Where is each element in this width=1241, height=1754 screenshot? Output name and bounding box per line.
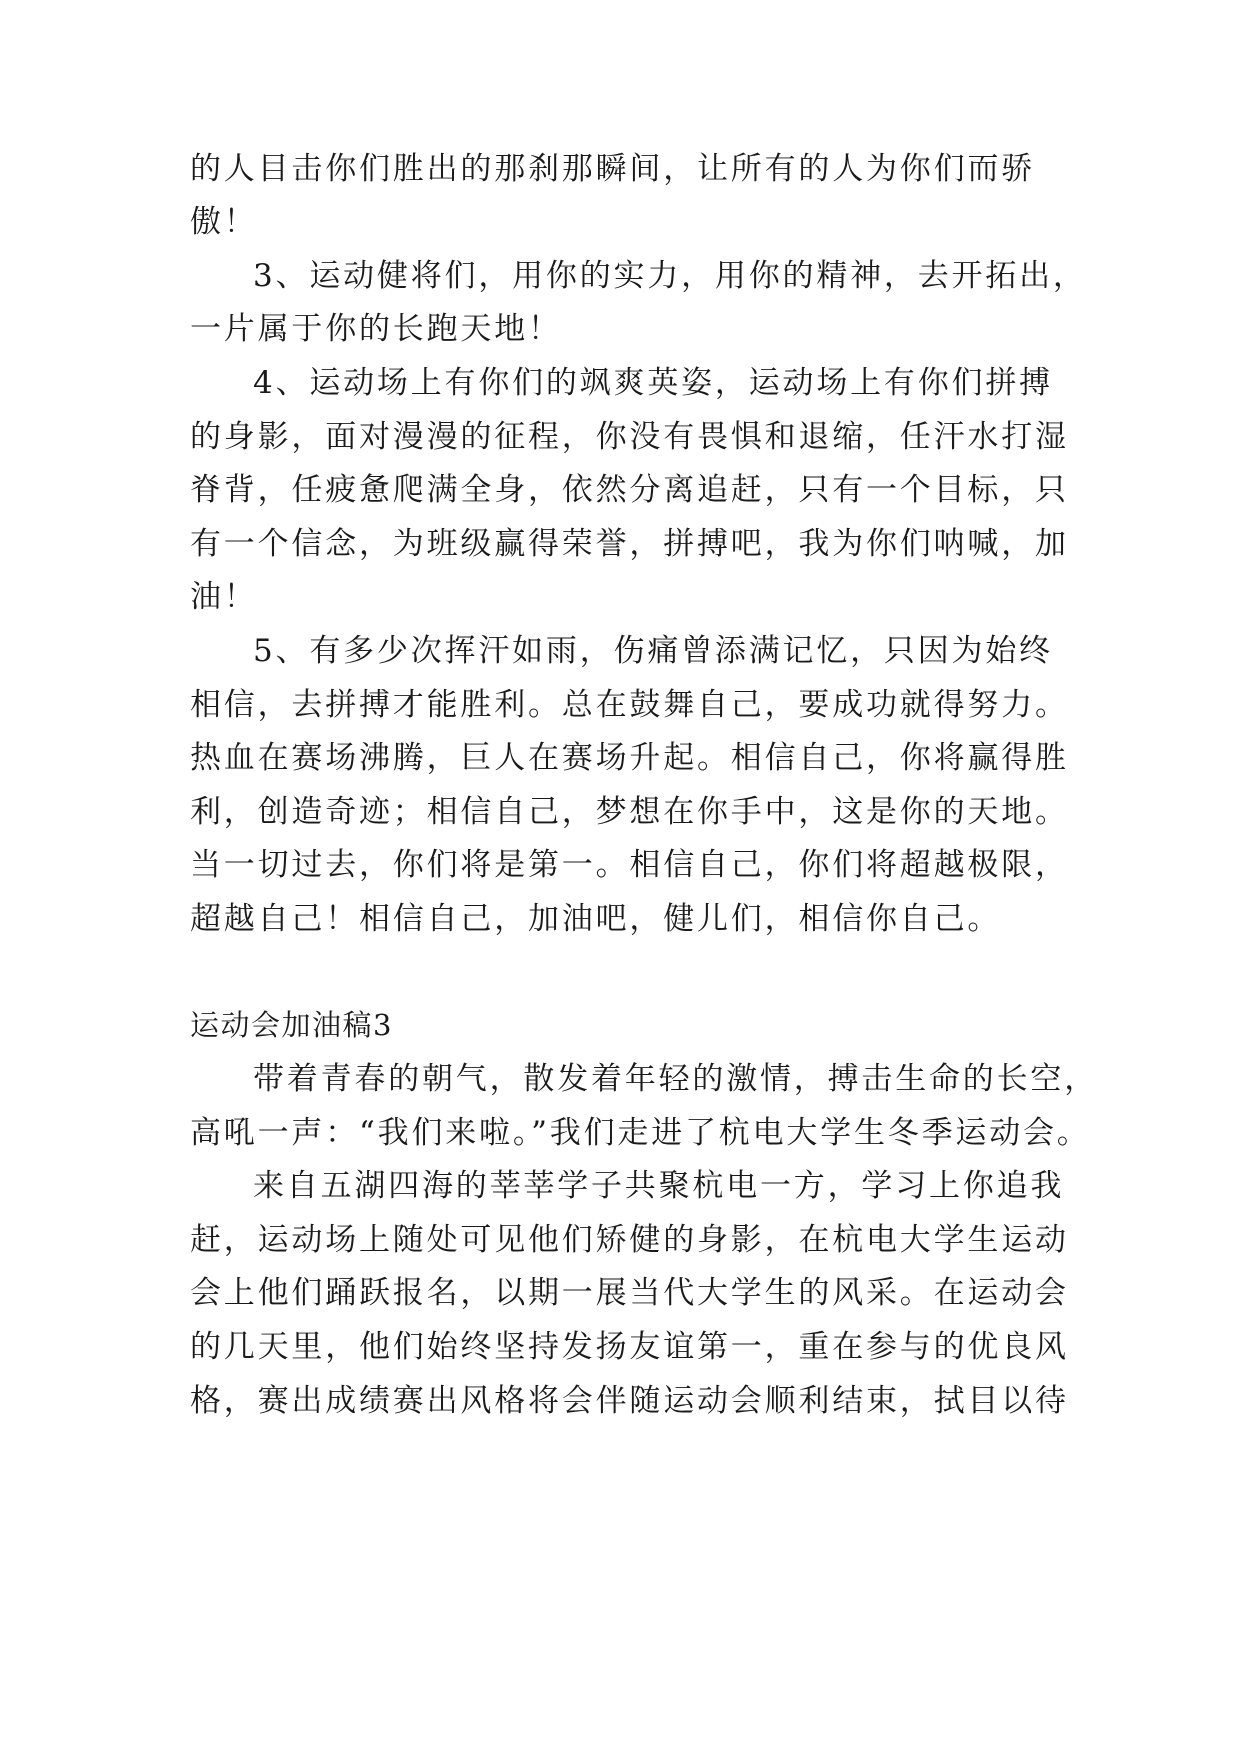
text-line: 赶，运动场上随处可见他们矫健的身影，在杭电大学生运动 <box>190 1222 1069 1258</box>
text-line: 4、运动场上有你们的飒爽英姿，运动场上有你们拼搏 <box>253 365 1053 401</box>
text-line: 5、有多少次挥汗如雨，伤痛曾添满记忆，只因为始终 <box>253 633 1053 669</box>
text-line: 3、运动健将们，用你的实力，用你的精神，去开拓出， <box>253 258 1087 294</box>
text-line: 超越自己！相信自己，加油吧，健儿们，相信你自己。 <box>190 901 1002 937</box>
text-line: 的人目击你们胜出的那刹那瞬间，让所有的人为你们而骄 <box>190 151 1035 187</box>
text-line: 一片属于你的长跑天地！ <box>190 311 562 347</box>
text-line: 格，赛出成绩赛出风格将会伴随运动会顺利结束，拭目以待 <box>190 1383 1069 1419</box>
text-line: 来自五湖四海的莘莘学子共聚杭电一方，学习上你追我 <box>253 1168 1065 1204</box>
text-line: 会上他们踊跃报名，以期一展当代大学生的风采。在运动会 <box>190 1275 1069 1311</box>
section-heading: 运动会加油稿3 <box>190 1008 393 1042</box>
text-line: 高吼一声：“我们来啦。”我们走进了杭电大学生冬季运动会。 <box>190 1115 1091 1151</box>
text-line: 的身影，面对漫漫的征程，你没有畏惧和退缩，任汗水打湿 <box>190 419 1069 455</box>
text-line: 热血在赛场沸腾，巨人在赛场升起。相信自己，你将赢得胜 <box>190 740 1069 776</box>
text-line: 相信，去拼搏才能胜利。总在鼓舞自己，要成功就得努力。 <box>190 687 1069 723</box>
text-line: 当一切过去，你们将是第一。相信自己，你们将超越极限， <box>190 847 1069 883</box>
text-line: 有一个信念，为班级赢得荣誉，拼搏吧，我为你们呐喊，加 <box>190 526 1069 562</box>
text-line: 带着青春的朝气，散发着年轻的激情，搏击生命的长空， <box>253 1061 1098 1097</box>
text-line: 的几天里，他们始终坚持发扬友谊第一，重在参与的优良风 <box>190 1329 1069 1365</box>
text-line: 利，创造奇迹；相信自己，梦想在你手中，这是你的天地。 <box>190 794 1069 830</box>
text-line: 傲！ <box>190 204 258 240</box>
text-line: 脊背，任疲惫爬满全身，依然分离追赶，只有一个目标，只 <box>190 472 1069 508</box>
text-line: 油！ <box>190 579 258 615</box>
